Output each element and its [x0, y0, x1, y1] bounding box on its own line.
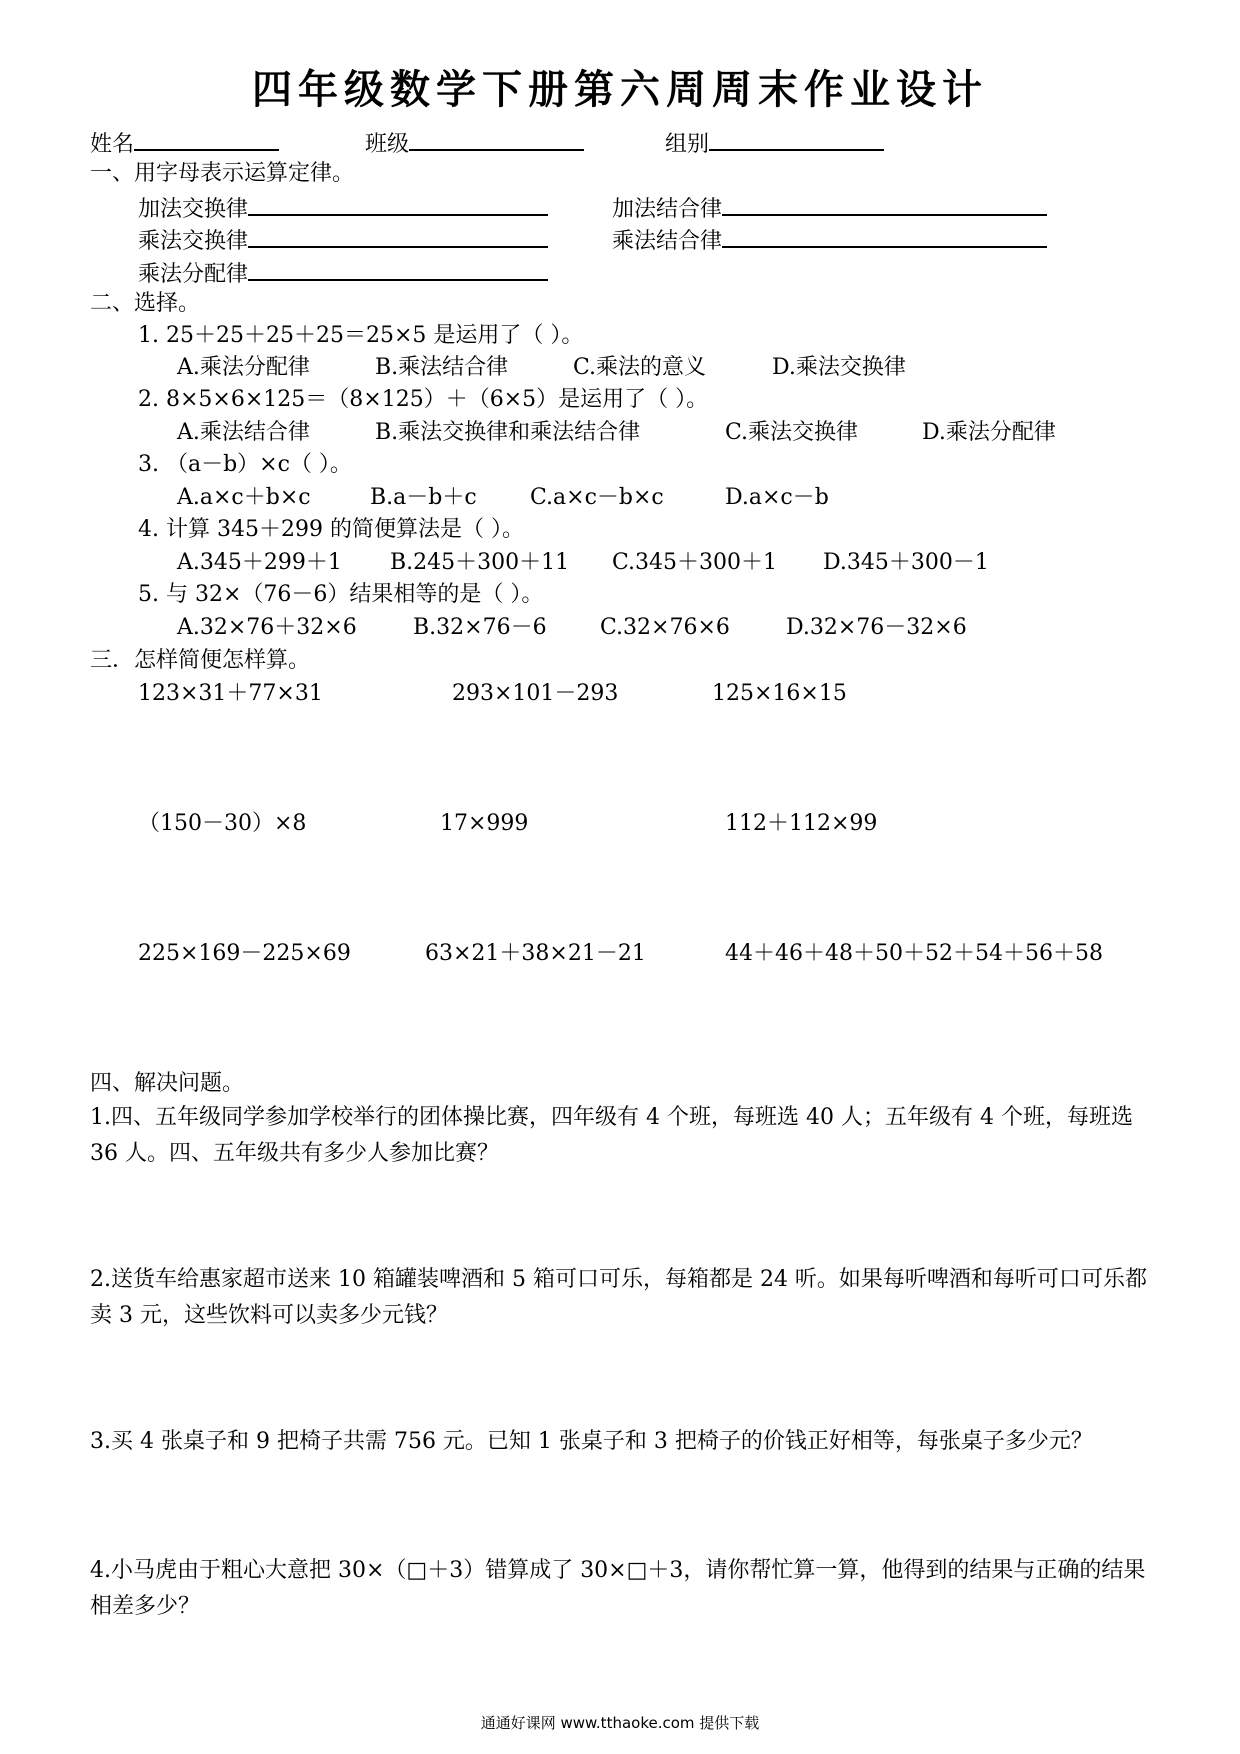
option-a[interactable]: A.a×c＋b×c	[177, 485, 311, 510]
option-b[interactable]: B.a－b＋c	[370, 485, 477, 510]
name-field	[90, 125, 279, 161]
law-label: 加法交换律	[138, 197, 249, 222]
option-a[interactable]: A.32×76＋32×6	[177, 615, 357, 640]
option-c[interactable]: C.乘法交换律	[725, 420, 859, 445]
option-d[interactable]: D.乘法分配律	[922, 420, 1056, 445]
word-problem: 1.四、五年级同学参加学校举行的团体操比赛，四年级有 4 个班，每班选 40 人；五年级有 4 个班，每班选 36 人。四、五年级共有多少人参加比赛？	[90, 1105, 1133, 1166]
group-field	[665, 125, 884, 161]
option-d[interactable]: D.32×76－32×6	[786, 615, 967, 640]
option-b[interactable]: B.32×76－6	[413, 615, 547, 640]
law-row	[138, 255, 548, 291]
calc-expression: 63×21＋38×21－21	[425, 941, 646, 966]
law-row	[612, 190, 1047, 226]
option-c[interactable]: C.32×76×6	[600, 615, 730, 640]
law-blank[interactable]	[248, 222, 548, 248]
name-blank[interactable]	[134, 125, 279, 151]
option-d[interactable]: D.a×c－b	[725, 485, 829, 510]
page-title: 四年级数学下册第六周周末作业设计	[252, 67, 988, 113]
law-blank[interactable]	[248, 255, 548, 281]
section1-heading: 一、用字母表示运算定律。	[90, 161, 355, 186]
option-c[interactable]: C.345＋300＋1	[612, 550, 778, 575]
question-stem: 1. 25＋25＋25＋25＝25×5 是运用了（ ）。	[138, 323, 584, 348]
option-c[interactable]: C.a×c－b×c	[530, 485, 664, 510]
question-stem: 5. 与 32×（76－6）结果相等的是（ ）。	[138, 582, 544, 607]
law-label: 乘法交换律	[138, 229, 249, 254]
calc-expression: （150－30）×8	[138, 811, 307, 836]
law-label: 加法结合律	[612, 197, 723, 222]
option-a[interactable]: A.乘法结合律	[177, 420, 310, 445]
law-row	[612, 222, 1047, 258]
name-label: 姓名	[90, 132, 135, 157]
law-blank[interactable]	[722, 190, 1047, 216]
option-b[interactable]: B.乘法交换律和乘法结合律	[375, 420, 641, 445]
group-label: 组别	[665, 132, 710, 157]
question-stem: 3. （a－b）×c（ ）。	[138, 452, 352, 477]
question-stem: 2. 8×5×6×125＝（8×125）＋（6×5）是运用了（ ）。	[138, 387, 709, 412]
calc-expression: 123×31＋77×31	[138, 681, 323, 706]
section2-heading: 二、选择。	[90, 291, 201, 316]
word-problem: 3.买 4 张桌子和 9 把椅子共需 756 元。已知 1 张桌子和 3 把椅子的价钱正好相等，每张桌子多少元？	[90, 1429, 1093, 1454]
law-row	[138, 222, 548, 258]
law-label: 乘法结合律	[612, 229, 723, 254]
question-stem: 4. 计算 345＋299 的简便算法是（ ）。	[138, 517, 524, 542]
law-label: 乘法分配律	[138, 262, 249, 287]
option-c[interactable]: C.乘法的意义	[573, 355, 707, 380]
word-problem: 4.小马虎由于粗心大意把 30×（□＋3）错算成了 30×□＋3，请你帮忙算一算，他得到的结果与正确的结果相差多少？	[90, 1558, 1146, 1619]
class-field	[365, 125, 584, 161]
option-a[interactable]: A.乘法分配律	[177, 355, 310, 380]
law-blank[interactable]	[248, 190, 548, 216]
option-d[interactable]: D.乘法交换律	[772, 355, 906, 380]
word-problem: 2.送货车给惠家超市送来 10 箱罐装啤酒和 5 箱可口可乐，每箱都是 24 听。如果每听啤酒和每听可口可乐都卖 3 元，这些饮料可以卖多少元钱？	[90, 1267, 1147, 1328]
calc-expression: 293×101－293	[452, 681, 619, 706]
class-label: 班级	[365, 132, 410, 157]
calc-expression: 44＋46＋48＋50＋52＋54＋56＋58	[725, 941, 1103, 966]
footer-credit: 通通好课网 www.tthaoke.com 提供下载	[480, 1714, 760, 1732]
option-b[interactable]: B.245＋300＋11	[390, 550, 570, 575]
calc-expression: 225×169－225×69	[138, 941, 351, 966]
option-d[interactable]: D.345＋300－1	[823, 550, 989, 575]
option-a[interactable]: A.345＋299＋1	[177, 550, 342, 575]
section3-heading: 三．怎样简便怎样算。	[90, 648, 311, 673]
option-b[interactable]: B.乘法结合律	[375, 355, 509, 380]
calc-expression: 17×999	[440, 811, 529, 836]
law-row	[138, 190, 548, 226]
calc-expression: 125×16×15	[712, 681, 847, 706]
class-blank[interactable]	[409, 125, 584, 151]
section4-heading: 四、解决问题。	[90, 1071, 245, 1096]
law-blank[interactable]	[722, 222, 1047, 248]
group-blank[interactable]	[709, 125, 884, 151]
calc-expression: 112＋112×99	[725, 811, 878, 836]
